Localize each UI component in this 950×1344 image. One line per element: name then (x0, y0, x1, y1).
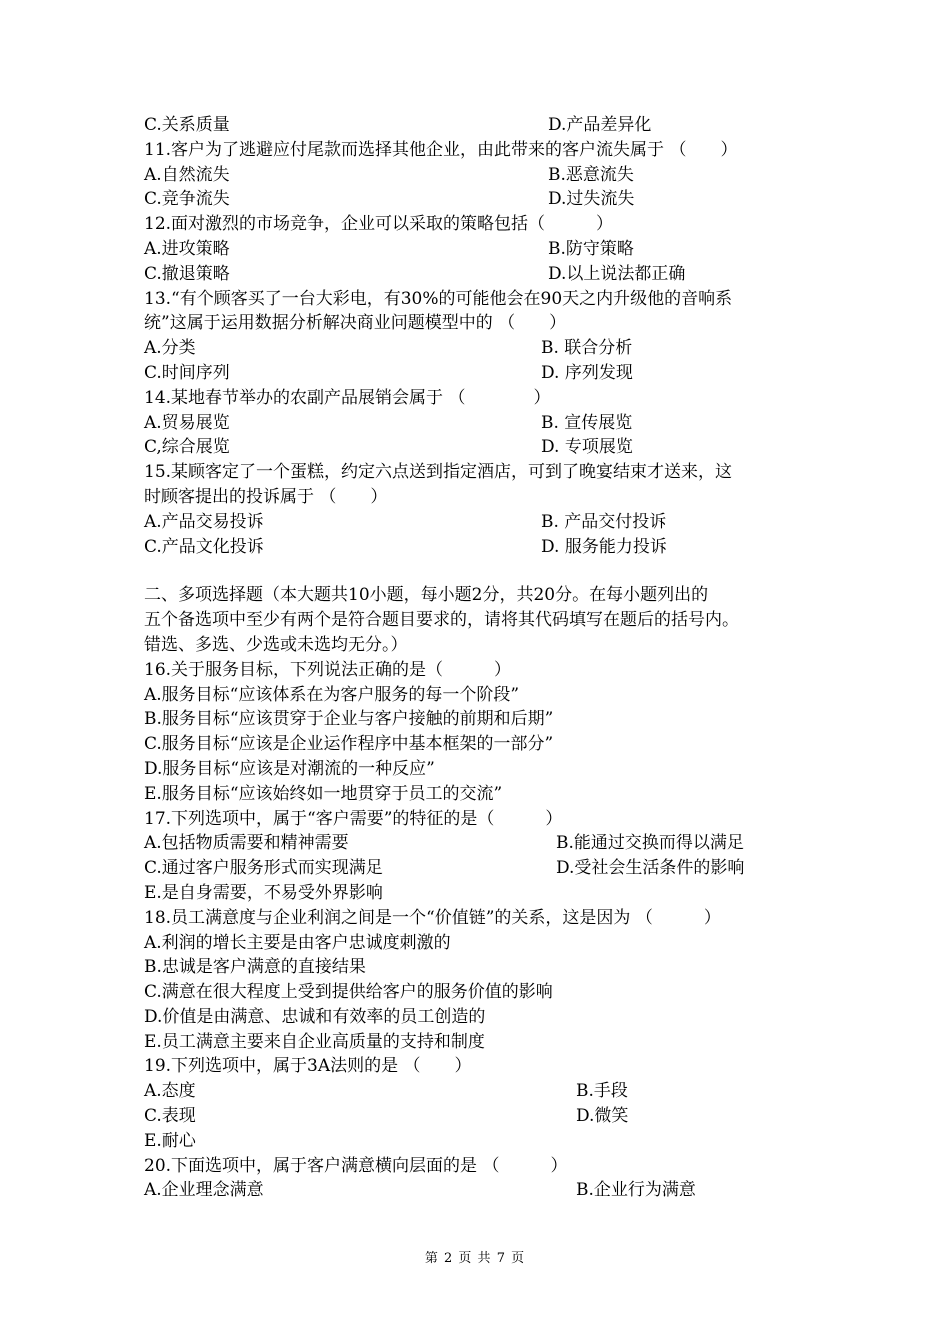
q11-option-b: B.恶意流失 (548, 164, 634, 185)
q14-option-b: B. 宣传展览 (541, 412, 633, 433)
q12-option-a: A.进攻策略 (144, 238, 230, 259)
q18-stem: 18.员工满意度与企业利润之间是一个“价值链”的关系，这是因为 （ ） (144, 907, 721, 928)
q19-option-c: C.表现 (144, 1106, 196, 1127)
q15-options-cd (144, 535, 812, 560)
exam-page (144, 113, 812, 1203)
q16-option-b: B.服务目标“应该贯穿于企业与客户接触的前期和后期” (144, 709, 554, 730)
q19-option-d: D.微笑 (576, 1106, 629, 1127)
q11-options-cd (144, 187, 812, 212)
q20-option-b: B.企业行为满意 (576, 1180, 696, 1201)
q17-option-e: E.是自身需要，不易受外界影响 (144, 882, 383, 903)
q19-option-a: A.态度 (144, 1081, 196, 1102)
q19-options-ab (144, 1079, 812, 1104)
q11-option-c: C.竞争流失 (144, 189, 230, 210)
q13-stem-line1: 13.“有个顾客买了一台大彩电，有30%的可能他会在90天之内升级他的音响系 (144, 288, 733, 309)
q14-option-c: C,综合展览 (144, 437, 230, 458)
q17-options-cd (144, 856, 812, 881)
q13-option-c: C.时间序列 (144, 362, 230, 383)
q16-option-e: E.服务目标“应该始终如一地贯穿于员工的交流” (144, 783, 503, 804)
q13-stem-line2: 统”这属于运用数据分析解决商业问题模型中的 （ ） (144, 313, 567, 334)
q10-options-cd (144, 113, 812, 138)
q12-option-d: D.以上说法都正确 (548, 263, 686, 284)
q17-option-b: B.能通过交换而得以满足 (556, 833, 744, 854)
q15-option-b: B. 产品交付投诉 (541, 511, 667, 532)
q12-options-ab (144, 237, 812, 262)
q17-option-a: A.包括物质需要和精神需要 (144, 833, 349, 854)
q20-option-a: A.企业理念满意 (144, 1180, 264, 1201)
q15-option-d: D. 服务能力投诉 (541, 536, 667, 557)
q15-options-ab (144, 510, 812, 535)
q11-option-a: A.自然流失 (144, 164, 230, 185)
q19-option-b: B.手段 (576, 1081, 628, 1102)
q17-option-d: D.受社会生活条件的影响 (556, 858, 745, 879)
q12-option-b: B.防守策略 (548, 238, 634, 259)
q18-option-e: E.员工满意主要来自企业高质量的支持和制度 (144, 1031, 485, 1052)
q13-options-cd (144, 361, 812, 386)
q11-options-ab (144, 163, 812, 188)
page-number-footer: 第 2 页 共 7 页 (424, 1251, 526, 1266)
q18-option-c: C.满意在很大程度上受到提供给客户的服务价值的影响 (144, 982, 553, 1003)
section-spacer (144, 559, 812, 583)
q14-options-ab (144, 411, 812, 436)
q16-stem: 16.关于服务目标，下列说法正确的是（ ） (144, 659, 512, 680)
q12-options-cd (144, 262, 812, 287)
q15-stem-line1: 15.某顾客定了一个蛋糕，约定六点送到指定酒店，可到了晚宴结束才送来，这 (144, 462, 733, 483)
q15-option-c: C.产品文化投诉 (144, 536, 264, 557)
q13-option-b: B. 联合分析 (541, 338, 633, 359)
q11-stem: 11.客户为了逃避应付尾款而选择其他企业，由此带来的客户流失属于 （ ） (144, 139, 738, 160)
q12-option-c: C.撤退策略 (144, 263, 230, 284)
q14-option-a: A.贸易展览 (144, 412, 230, 433)
q17-options-ab (144, 831, 812, 856)
q13-option-a: A.分类 (144, 338, 196, 359)
q16-option-c: C.服务目标“应该是企业运作程序中基本框架的一部分” (144, 734, 554, 755)
q18-option-b: B.忠诚是客户满意的直接结果 (144, 957, 366, 978)
section2-heading-line2: 五个备选项中至少有两个是符合题目要求的，请将其代码填写在题后的括号内。 (144, 610, 739, 631)
q19-stem: 19.下列选项中，属于3A法则的是 （ ） (144, 1056, 472, 1077)
section2-heading-line1: 二、多项选择题（本大题共10小题，每小题2分，共20分。在每小题列出的 (144, 585, 709, 606)
q20-stem: 20.下面选项中，属于客户满意横向层面的是 （ ） (144, 1155, 568, 1176)
q12-stem: 12.面对激烈的市场竞争，企业可以采取的策略包括（ ） (144, 214, 614, 235)
q16-option-d: D.服务目标“应该是对潮流的一种反应” (144, 758, 435, 779)
q14-options-cd (144, 435, 812, 460)
q13-option-d: D. 序列发现 (541, 362, 633, 383)
section2-heading-line3: 错选、多选、少选或未选均无分。） (144, 634, 408, 655)
q15-option-a: A.产品交易投诉 (144, 511, 264, 532)
q13-options-ab (144, 336, 812, 361)
q20-options-ab (144, 1178, 812, 1203)
q14-stem: 14.某地春节举办的农副产品展销会属于 （ ） (144, 387, 551, 408)
q18-option-d: D.价值是由满意、忠诚和有效率的员工创造的 (144, 1006, 486, 1027)
q19-options-cd (144, 1104, 812, 1129)
q17-stem: 17.下列选项中，属于“客户需要”的特征的是（ ） (144, 808, 563, 829)
q15-stem-line2: 时顾客提出的投诉属于 （ ） (144, 486, 388, 507)
q18-option-a: A.利润的增长主要是由客户忠诚度刺激的 (144, 932, 451, 953)
q10-option-d: D.产品差异化 (548, 115, 652, 135)
q16-option-a: A.服务目标“应该体系在为客户服务的每一个阶段” (144, 684, 520, 705)
q10-option-c: C.关系质量 (144, 115, 230, 135)
q14-option-d: D. 专项展览 (541, 437, 633, 458)
q19-option-e: E.耐心 (144, 1130, 196, 1151)
q17-option-c: C.通过客户服务形式而实现满足 (144, 858, 383, 879)
q11-option-d: D.过失流失 (548, 189, 635, 210)
